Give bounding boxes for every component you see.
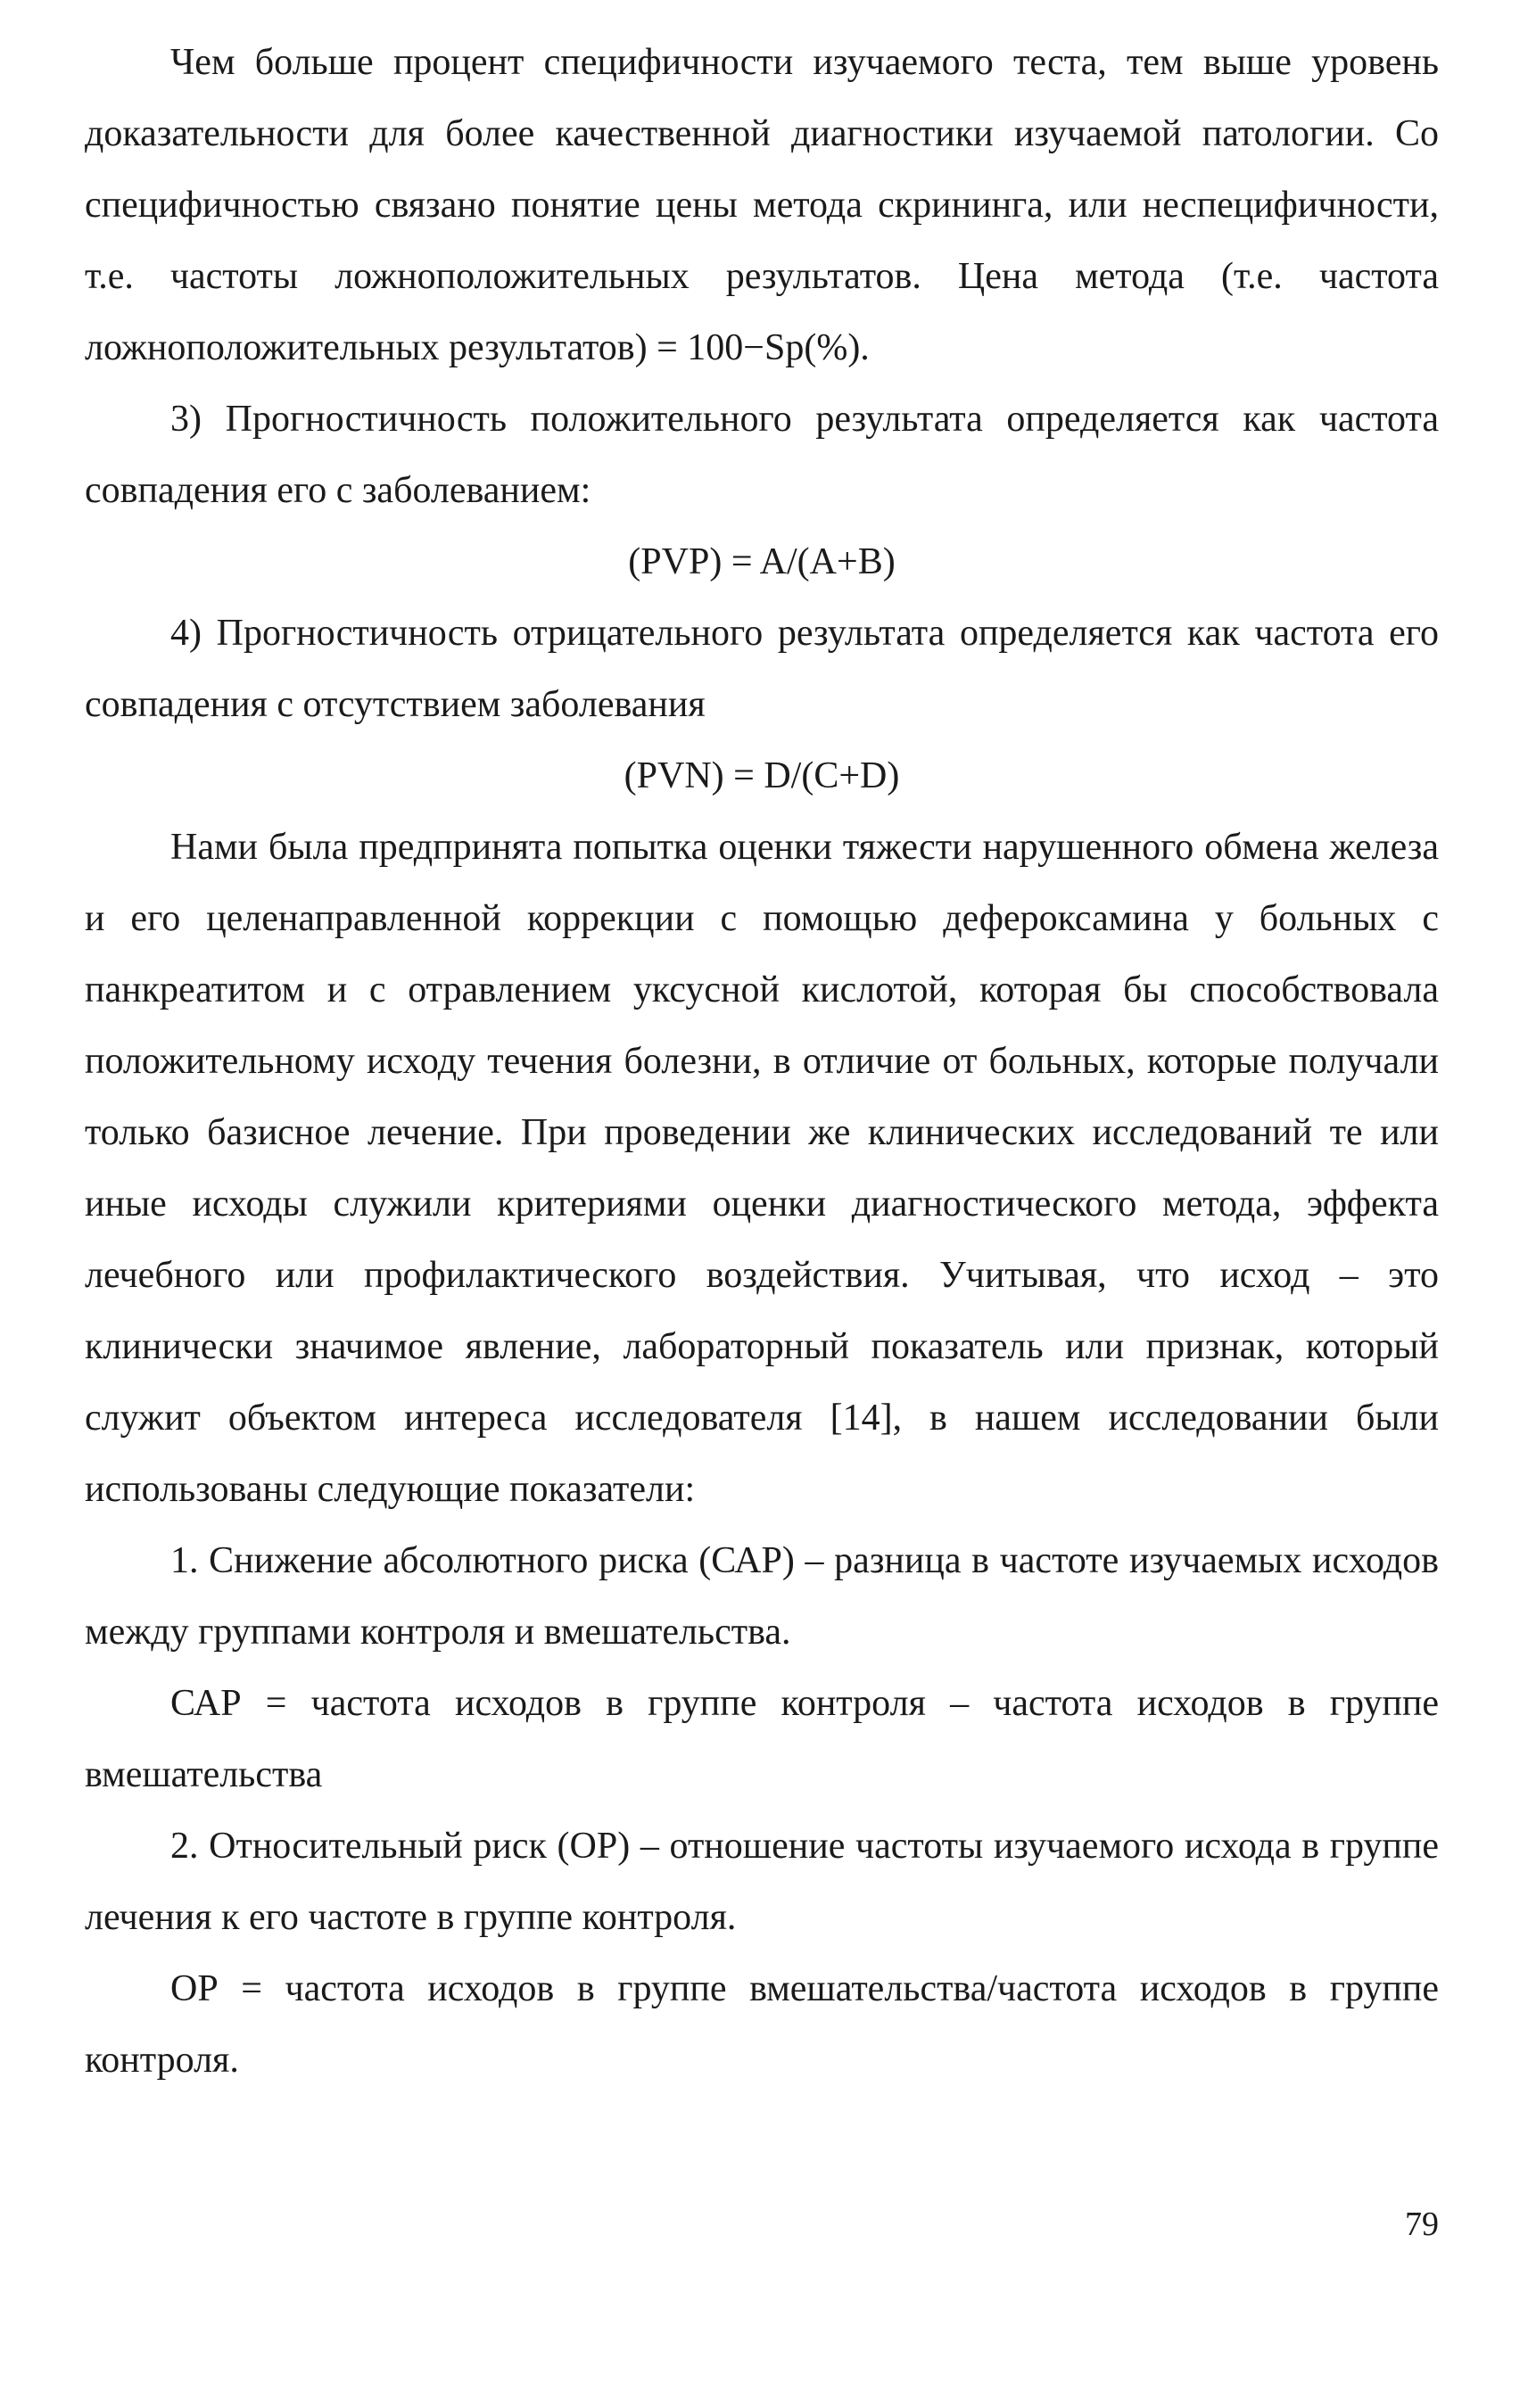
paragraph-or-definition: 2. Относительный риск (ОР) – отношение частоты изучаемого исхода в группе лечения к его частоте в группе контроля. [85, 1826, 1439, 1938]
paragraph-specificity: Чем больше процент специфичности изучаемого теста, тем выше уровень доказательности для более качественной диагностики изучаемой патологии. Со специфичностью связано понятие цены метода скрининга, или неспецифичности, т.е. частоты ложноположительных результатов. Цена метода (т.е. частота ложноположительных результатов) = 100−Sp(%). [85, 42, 1439, 368]
paragraph-pvp-definition: 3) Прогностичность положительного результата определяется как частота совпадения его с заболеванием: [85, 399, 1439, 511]
paragraph-pvn-definition: 4) Прогностичность отрицательного результата определяется как частота его совпадения с отсутствием заболевания [85, 613, 1439, 725]
paragraph-study-intro: Нами была предпринята попытка оценки тяжести нарушенного обмена железа и его целенаправленной коррекции с помощью дефероксамина у больных с панкреатитом и с отравлением уксусной кислотой, которая бы способствовала положительному исходу течения болезни, в отличие от больных, которые получали только базисное лечение. При проведении же клинических исследований те или иные исходы служили критериями оценки диагностического метода, эффекта лечебного или профилактического воздействия. Учитывая, что исход – это клинически значимое явление, лабораторный показатель или признак, который служит объектом интереса исследователя [14], в нашем исследовании были использованы следующие показатели: [85, 827, 1439, 1510]
page-number: 79 [1405, 2206, 1439, 2243]
formula-pvp: (PVP) = A/(A+B) [628, 541, 896, 582]
paragraph-sar-definition: 1. Снижение абсолютного риска (САР) – разница в частоте изучаемых исходов между группами контроля и вмешательства. [85, 1540, 1439, 1653]
formula-sar: САР = частота исходов в группе контроля – частота исходов в группе вмешательства [85, 1683, 1439, 1795]
formula-pvn: (PVN) = D/(C+D) [624, 755, 900, 796]
formula-or: ОР = частота исходов в группе вмешательства/частота исходов в группе контроля. [85, 1968, 1439, 2081]
document-page [85, 27, 1439, 2381]
